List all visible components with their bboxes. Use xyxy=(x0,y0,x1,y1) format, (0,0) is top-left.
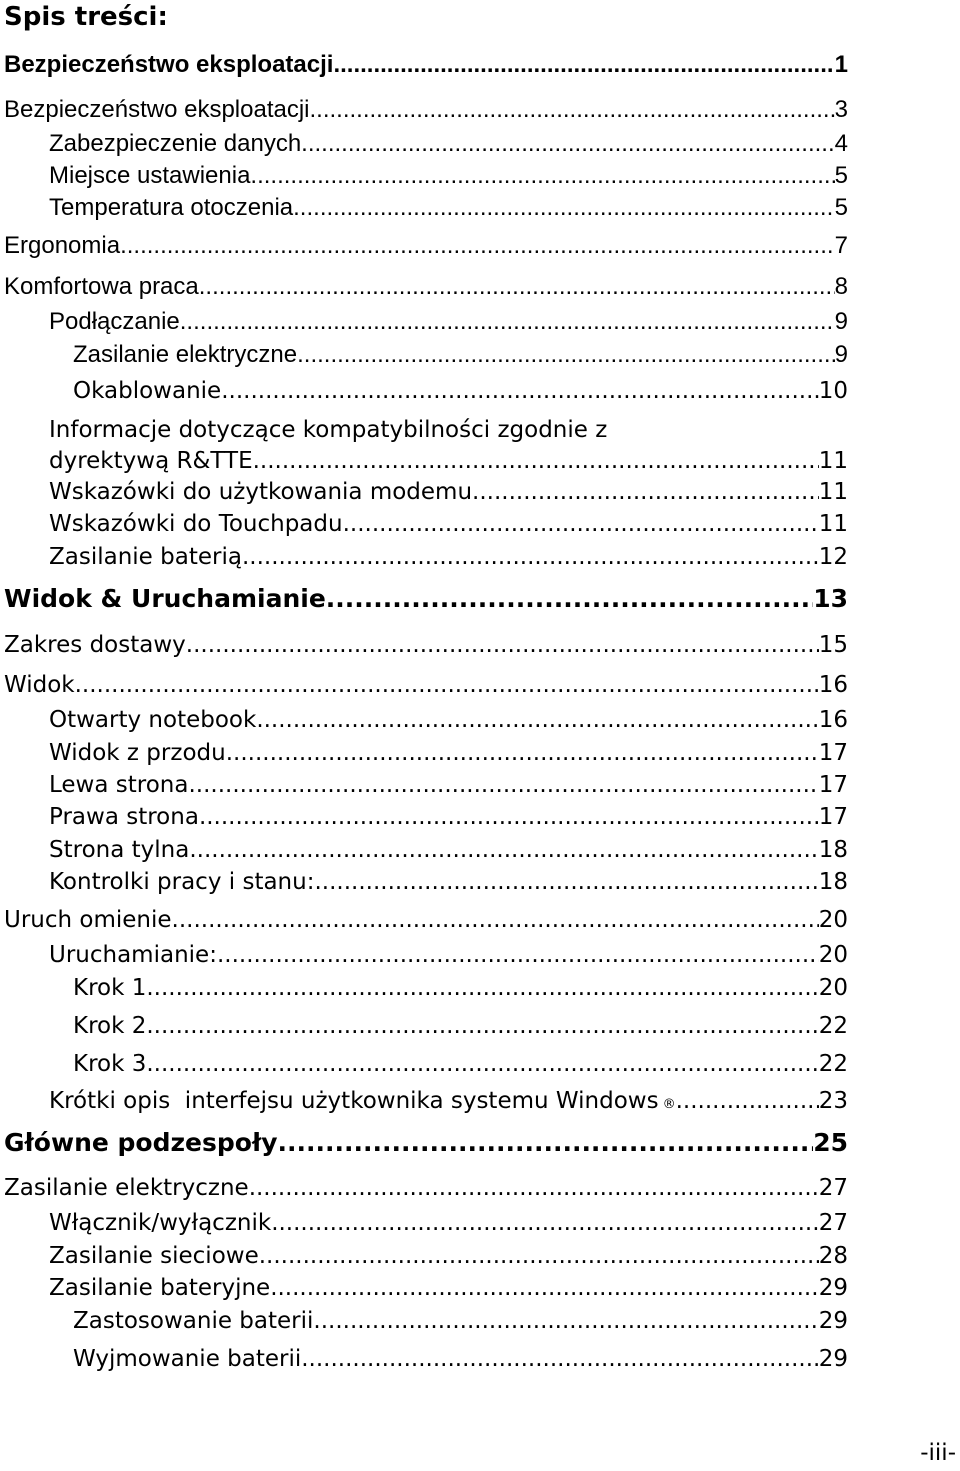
toc-entry-page-number: 5 xyxy=(834,162,848,189)
toc-entry-label: Okablowanie xyxy=(73,378,222,404)
toc-entry-page-number: 29 xyxy=(818,1346,848,1372)
toc-entry-page-number: 17 xyxy=(818,772,848,798)
toc-entry[interactable] xyxy=(4,905,848,935)
toc-entry-label: Uruch omienie xyxy=(4,907,172,933)
toc-entry[interactable] xyxy=(73,1011,848,1041)
toc-dot-leader xyxy=(188,770,818,800)
toc-entry[interactable] xyxy=(49,193,848,223)
toc-entry[interactable] xyxy=(49,867,848,897)
toc-entry-label: Lewa strona xyxy=(49,772,189,798)
toc-entry-label: Wyjmowanie baterii xyxy=(73,1346,302,1372)
toc-entry-page-number: 8 xyxy=(834,273,848,300)
toc-entry-page-number: 27 xyxy=(818,1210,848,1236)
toc-entry-label: Widok xyxy=(4,672,75,698)
toc-entry-page-number: 3 xyxy=(834,96,848,123)
toc-entry-page-number: 11 xyxy=(818,448,848,474)
toc-entry[interactable] xyxy=(49,1208,848,1238)
toc-entry-label: Krok 2 xyxy=(73,1013,147,1039)
toc-entry[interactable] xyxy=(4,272,848,302)
toc-entry[interactable] xyxy=(73,1306,848,1336)
toc-dot-leader xyxy=(472,477,819,507)
toc-entry-label: Zasilanie elektryczne xyxy=(4,1175,249,1201)
toc-entry-label: Prawa strona xyxy=(49,804,199,830)
toc-entry-page-number: 15 xyxy=(818,632,848,658)
toc-dot-leader xyxy=(293,193,835,223)
toc-dot-leader xyxy=(301,129,834,159)
toc-entry[interactable] xyxy=(49,1086,848,1120)
toc-entry[interactable] xyxy=(49,307,848,337)
toc-dot-leader xyxy=(310,95,835,125)
toc-entry-label: Otwarty notebook xyxy=(49,707,257,733)
page-title: Spis treści: xyxy=(4,2,168,32)
toc-dot-leader xyxy=(270,1273,819,1303)
toc-dot-leader xyxy=(314,867,818,897)
toc-entry-page-number: 18 xyxy=(818,869,848,895)
toc-entry[interactable] xyxy=(73,376,848,406)
toc-entry[interactable] xyxy=(73,973,848,1003)
toc-dot-leader xyxy=(226,738,819,768)
toc-entry[interactable] xyxy=(49,477,848,507)
toc-dot-leader xyxy=(326,584,813,614)
toc-entry[interactable] xyxy=(4,231,848,261)
toc-dot-leader xyxy=(301,1344,818,1374)
toc-dot-leader xyxy=(249,1173,819,1203)
toc-entry-page-number: 23 xyxy=(818,1088,848,1114)
toc-entry[interactable] xyxy=(49,835,848,865)
toc-entry-label: Krótki opis interfejsu użytkownika systemu Windows xyxy=(49,1088,659,1114)
toc-dot-leader xyxy=(297,340,835,370)
toc-entry[interactable] xyxy=(4,50,848,80)
toc-entry-page-number: 9 xyxy=(834,308,848,335)
toc-dot-leader xyxy=(189,835,818,865)
toc-entry-page-number: 9 xyxy=(834,341,848,368)
toc-entry-page-number: 5 xyxy=(834,194,848,221)
toc-entry-page-number: 11 xyxy=(818,479,848,505)
toc-entry-page-number: 29 xyxy=(818,1308,848,1334)
toc-entry-page-number: 16 xyxy=(818,672,848,698)
toc-entry-label: Strona tylna xyxy=(49,837,190,863)
toc-entry-page-number: 17 xyxy=(818,804,848,830)
toc-entry[interactable] xyxy=(49,770,848,800)
toc-entry-page-number: 20 xyxy=(818,907,848,933)
toc-entry-label: Miejsce ustawienia xyxy=(49,162,251,189)
toc-entry[interactable] xyxy=(49,161,848,191)
toc-dot-leader xyxy=(146,1049,818,1079)
toc-entry-label: Temperatura otoczenia xyxy=(49,194,294,221)
toc-entry[interactable] xyxy=(49,509,848,539)
toc-entry-page-number: 20 xyxy=(818,942,848,968)
toc-entry-page-number: 22 xyxy=(818,1051,848,1077)
toc-entry-label: Krok 3 xyxy=(73,1051,147,1077)
toc-entry-page-number: 16 xyxy=(818,707,848,733)
toc-dot-leader xyxy=(199,802,819,832)
toc-entry[interactable] xyxy=(49,802,848,832)
toc-entry-page-number: 13 xyxy=(813,584,848,613)
toc-entry-label: Ergonomia xyxy=(4,232,121,259)
toc-dot-leader xyxy=(343,509,819,539)
toc-entry-wrapped-line: Informacje dotyczące kompatybilności zgodnie z xyxy=(49,417,608,443)
toc-entry[interactable] xyxy=(49,1273,848,1303)
toc-entry[interactable] xyxy=(49,542,848,572)
toc-entry-page-number: 22 xyxy=(818,1013,848,1039)
toc-entry-page-number: 4 xyxy=(834,130,848,157)
toc-entry[interactable] xyxy=(73,340,848,370)
toc-dot-leader xyxy=(120,231,835,261)
toc-entry-page-number: 12 xyxy=(818,544,848,570)
toc-entry[interactable] xyxy=(4,1128,848,1158)
toc-entry[interactable] xyxy=(49,129,848,159)
toc-dot-leader xyxy=(186,630,819,660)
toc-dot-leader xyxy=(333,50,834,80)
toc-entry-label: Główne podzespoły xyxy=(4,1128,278,1157)
toc-entry-page-number: 29 xyxy=(818,1275,848,1301)
toc-entry[interactable] xyxy=(4,95,848,125)
toc-dot-leader xyxy=(676,1086,819,1116)
toc-entry-label: Zasilanie bateryjne xyxy=(49,1275,271,1301)
toc-entry-label: Bezpieczeństwo eksploatacji xyxy=(4,51,334,78)
toc-entry-label: Widok z przodu xyxy=(49,740,226,766)
toc-entry-page-number: 7 xyxy=(834,232,848,259)
toc-entry-page-number: 20 xyxy=(818,975,848,1001)
toc-dot-leader xyxy=(278,1128,814,1158)
toc-entry-page-number: 25 xyxy=(813,1128,848,1157)
toc-entry-label: Zasilanie sieciowe xyxy=(49,1243,259,1269)
toc-entry-label: Zasilanie baterią xyxy=(49,544,242,570)
registered-mark: ® xyxy=(662,1097,676,1112)
toc-entry[interactable] xyxy=(49,1241,848,1271)
toc-entry-label: Bezpieczeństwo eksploatacji xyxy=(4,96,310,123)
toc-dot-leader xyxy=(253,446,819,476)
toc-entry[interactable] xyxy=(4,1173,848,1203)
toc-entry[interactable] xyxy=(73,1344,848,1374)
toc-entry-label: Uruchamianie: xyxy=(49,942,217,968)
toc-entry-label: Widok & Uruchamianie xyxy=(4,584,326,613)
toc-entry-page-number: 28 xyxy=(818,1243,848,1269)
toc-entry[interactable] xyxy=(49,446,848,476)
toc-entry[interactable] xyxy=(4,670,848,700)
toc-entry-label: Zasilanie elektryczne xyxy=(73,341,298,368)
toc-dot-leader xyxy=(172,905,819,935)
toc-entry-label: Kontrolki pracy i stanu: xyxy=(49,869,315,895)
toc-entry[interactable] xyxy=(73,1049,848,1079)
toc-dot-leader xyxy=(313,1306,818,1336)
toc-dot-leader xyxy=(259,1241,819,1271)
toc-dot-leader xyxy=(180,307,835,337)
toc-dot-leader xyxy=(146,1011,818,1041)
toc-dot-leader xyxy=(199,272,835,302)
toc-entry[interactable] xyxy=(49,940,848,970)
toc-entry-label: Komfortowa praca xyxy=(4,273,199,300)
toc-entry-page-number: 18 xyxy=(818,837,848,863)
toc-entry-page-number: 11 xyxy=(818,511,848,537)
toc-entry[interactable] xyxy=(4,630,848,660)
toc-entry-label: dyrektywą R&TTE xyxy=(49,448,253,474)
toc-entry-label: Zabezpieczenie danych xyxy=(49,130,302,157)
toc-dot-leader xyxy=(256,705,818,735)
toc-dot-leader xyxy=(217,940,819,970)
toc-dot-leader xyxy=(146,973,818,1003)
toc-entry-label: Zakres dostawy xyxy=(4,632,186,658)
toc-dot-leader xyxy=(271,1208,819,1238)
toc-entry-page-number: 10 xyxy=(818,378,848,404)
toc-entry-page-number: 27 xyxy=(818,1175,848,1201)
toc-entry-label: Zastosowanie baterii xyxy=(73,1308,314,1334)
toc-entry[interactable] xyxy=(4,584,848,614)
toc-entry-label: Wskazówki do Touchpadu xyxy=(49,511,343,537)
toc-entry-label: Wskazówki do użytkowania modemu xyxy=(49,479,473,505)
toc-entry-label: Włącznik/wyłącznik xyxy=(49,1210,272,1236)
toc-dot-leader xyxy=(242,542,819,572)
toc-dot-leader xyxy=(250,161,834,191)
toc-dot-leader xyxy=(75,670,819,700)
toc-entry-label: Krok 1 xyxy=(73,975,147,1001)
toc-entry[interactable] xyxy=(49,705,848,735)
toc-dot-leader xyxy=(221,376,819,406)
toc-entry-page-number: 1 xyxy=(834,51,848,78)
toc-entry[interactable] xyxy=(49,738,848,768)
toc-entry-label: Podłączanie xyxy=(49,308,180,335)
page-number-footer: -iii- xyxy=(920,1440,956,1466)
toc-entry-page-number: 17 xyxy=(818,740,848,766)
